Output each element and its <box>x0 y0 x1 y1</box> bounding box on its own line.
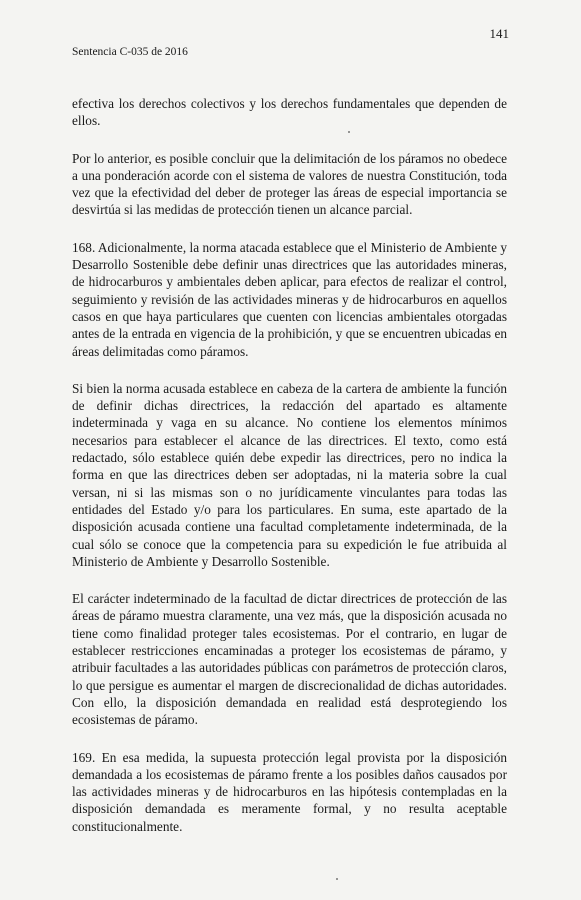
scan-speck <box>336 878 338 880</box>
paragraph: 169. En esa medida, la supuesta protección legal provista por la disposición demandada a los ecosistemas de páramo frente a los posibles daños causados por las actividades mineras y de hidrocarburos en las hipótesis contempladas en la disposición demandada es meramente formal, y no resulta aceptable constitucionalmente. <box>72 749 507 834</box>
paragraph: efectiva los derechos colectivos y los derechos fundamentales que dependen de ellos. <box>72 96 507 129</box>
running-header: Sentencia C-035 de 2016 <box>72 46 188 58</box>
page-number: 141 <box>489 26 509 41</box>
paragraph: Por lo anterior, es posible concluir que la delimitación de los páramos no obedece a una ponderación acorde con el sistema de valores de nuestra Constitución, toda vez que la efectividad del deber de proteger las áreas de especial importancia se desvirtúa si las medidas de protección tienen un alcance parcial. <box>72 150 507 218</box>
paragraph: 168. Adicionalmente, la norma atacada establece que el Ministerio de Ambiente y Desarrollo Sostenible debe definir unas directrices que las autoridades mineras, de hidrocarburos y ambientales deben aplicar, para efectos de realizar el control, seguimiento y revisión de las actividades mineras y de hidrocarburos en aquellos casos en que haya particulares que cuenten con licencias ambientales otorgadas antes de la entrada en vigencia de la prohibición, y que se encuentren ubicadas en áreas delimitadas como páramos. <box>72 239 507 359</box>
paragraph: El carácter indeterminado de la facultad de dictar directrices de protección de las áreas de páramo muestra claramente, una vez más, que la disposición acusada no tiene como finalidad proteger tales ecosistemas. Por el contrario, en lugar de establecer restricciones encaminadas a proteger los ecosistemas de páramo, y atribuir facultades a las autoridades públicas con parámetros de protección claros, lo que persigue es aumentar el margen de discrecionalidad de dichas autoridades. Con ello, la disposición demandada en realidad está desprotegiendo los ecosistemas de páramo. <box>72 591 507 728</box>
document-body <box>72 95 507 855</box>
scan-speck <box>348 131 350 133</box>
paragraph: Si bien la norma acusada establece en cabeza de la cartera de ambiente la función de definir dichas directrices, la redacción del apartado es altamente indeterminada y vaga en su alcance. No contiene los elementos mínimos necesarios para establecer el alcance de las directrices. El texto, como está redactado, sólo establece quién debe expedir las directrices, pero no indica la forma en que las directrices deben ser adoptadas, ni la materia sobre la cual versan, ni si las mismas son o no jurídicamente vinculantes para todas las entidades del Estado y/o para los particulares. En suma, este apartado de la disposición acusada contiene una facultad completamente indeterminada, de la cual sólo se conoce que la competencia para su expedición le fue atribuida al Ministerio de Ambiente y Desarrollo Sostenible. <box>72 380 507 569</box>
